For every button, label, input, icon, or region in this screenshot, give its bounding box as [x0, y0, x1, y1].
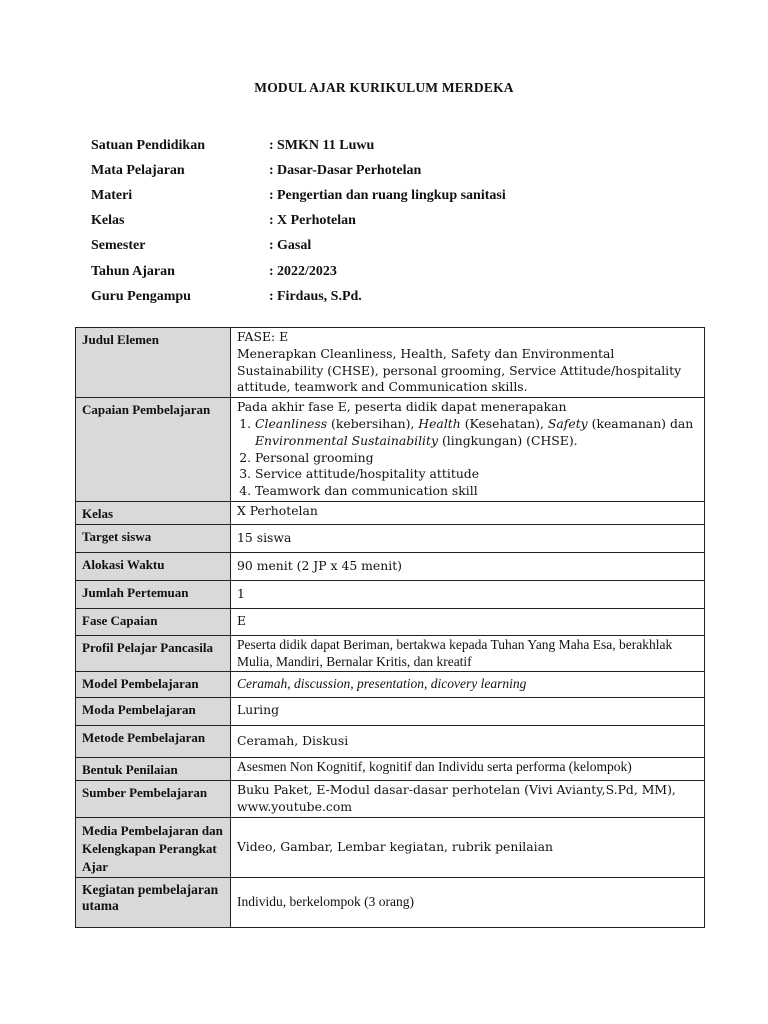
table-row: [76, 608, 705, 635]
info-label: Mata Pelajaran: [91, 162, 185, 178]
info-separator: :: [269, 288, 274, 304]
row-label: Sumber Pembelajaran: [76, 781, 231, 818]
row-label: Kegiatan pembelajaran utama: [76, 877, 231, 927]
table-row: [76, 501, 705, 524]
info-label: Kelas: [91, 213, 125, 229]
element-description: Menerapkan Cleanliness, Health, Safety dan Environmental Sustainability (CHSE), personal grooming, Service Attitude/hospitality attitude, teamwork and Communication skills.: [237, 345, 682, 395]
module-table: [75, 327, 705, 928]
row-value: X Perhotelan: [231, 501, 705, 524]
table-row: [76, 524, 705, 552]
row-label: Fase Capaian: [76, 608, 231, 635]
plain-text: (lingkungan) (CHSE).: [438, 432, 578, 448]
info-separator: :: [269, 238, 274, 254]
row-label: Alokasi Waktu: [76, 552, 231, 580]
info-separator: :: [269, 137, 274, 153]
info-row-satuan: [91, 133, 691, 158]
row-value: 90 menit (2 JP x 45 menit): [231, 552, 705, 580]
list-item: [255, 416, 699, 450]
row-label: Target siswa: [76, 524, 231, 552]
table-row: [76, 817, 705, 877]
table-row: [76, 328, 705, 398]
fase-line: FASE: E: [237, 329, 289, 344]
row-label: Profil Pelajar Pancasila: [76, 635, 231, 672]
row-value: Ceramah, discussion, presentation, dicovery learning: [231, 672, 705, 698]
info-value: Gasal: [277, 238, 312, 254]
row-label: Jumlah Pertemuan: [76, 580, 231, 608]
info-row-mapel: [91, 158, 691, 183]
table-row: [76, 781, 705, 818]
info-label: Semester: [91, 238, 146, 254]
table-row: [76, 398, 705, 502]
table-row: [76, 698, 705, 726]
row-label: Moda Pembelajaran: [76, 698, 231, 726]
table-row: [76, 552, 705, 580]
table-row: [76, 635, 705, 672]
row-value: Video, Gambar, Lembar kegiatan, rubrik penilaian: [231, 817, 705, 877]
row-value: 1: [231, 580, 705, 608]
term-text: Cleanliness: [255, 415, 328, 431]
row-value: 15 siswa: [231, 524, 705, 552]
row-label: Bentuk Penilaian: [76, 758, 231, 781]
document-title: MODUL AJAR KURIKULUM MERDEKA: [254, 80, 514, 95]
row-value: [231, 328, 705, 398]
info-value: X Perhotelan: [277, 213, 356, 229]
table-row: [76, 580, 705, 608]
info-label: Satuan Pendidikan: [91, 137, 205, 153]
info-row-kelas: [91, 209, 691, 234]
table-row: [76, 726, 705, 758]
term-text: Health: [418, 415, 461, 431]
term-text: Environmental Sustainability: [255, 432, 439, 448]
capaian-intro: Pada akhir fase E, peserta didik dapat menerapakan: [237, 399, 567, 415]
info-value: Dasar-Dasar Perhotelan: [277, 162, 422, 178]
info-separator: :: [269, 187, 274, 203]
info-separator: :: [269, 263, 274, 279]
info-value: Pengertian dan ruang lingkup sanitasi: [277, 187, 506, 203]
row-value: Buku Paket, E-Modul dasar-dasar perhotelan (Vivi Avianty,S.Pd, MM), www.youtube.com: [231, 781, 705, 818]
row-value: Peserta didik dapat Beriman, bertakwa kepada Tuhan Yang Maha Esa, berakhlak Mulia, Mandiri, Bernalar Kritis, dan kreatif: [231, 635, 705, 672]
info-value: SMKN 11 Luwu: [277, 137, 375, 153]
row-label: Media Pembelajaran dan Kelengkapan Perangkat Ajar: [76, 817, 231, 877]
plain-text: (keamanan) dan: [587, 415, 694, 431]
row-label: Kelas: [76, 501, 231, 524]
info-row-tahun: [91, 259, 691, 284]
info-row-semester: [91, 234, 691, 259]
info-separator: :: [269, 213, 274, 229]
term-text: Safety: [547, 415, 588, 431]
table-row: [76, 672, 705, 698]
capaian-list: [237, 416, 699, 500]
row-label: Capaian Pembelajaran: [76, 398, 231, 502]
list-item: 3. Service attitude/hospitality attitude: [255, 466, 699, 483]
row-value: Luring: [231, 698, 705, 726]
table-row: [76, 758, 705, 781]
row-label: Metode Pembelajaran: [76, 726, 231, 758]
row-label: Model Pembelajaran: [76, 672, 231, 698]
info-value: Firdaus, S.Pd.: [277, 288, 362, 304]
identity-block: [91, 133, 691, 309]
info-row-materi: [91, 183, 691, 208]
list-item: 2. Personal grooming: [255, 450, 699, 467]
info-value: 2022/2023: [277, 263, 337, 279]
info-row-guru: [91, 284, 691, 309]
table-row: [76, 877, 705, 927]
row-value: [231, 398, 705, 502]
info-separator: :: [269, 162, 274, 178]
row-value: E: [231, 608, 705, 635]
plain-text: (Kesehatan),: [460, 415, 548, 431]
row-label: Judul Elemen: [76, 328, 231, 398]
row-value: Individu, berkelompok (3 orang): [231, 877, 705, 927]
row-value: Asesmen Non Kognitif, kognitif dan Individu serta performa (kelompok): [231, 758, 705, 781]
info-label: Tahun Ajaran: [91, 263, 175, 279]
row-value: Ceramah, Diskusi: [231, 726, 705, 758]
plain-text: (kebersihan),: [327, 415, 419, 431]
info-label: Guru Pengampu: [91, 288, 191, 304]
info-label: Materi: [91, 187, 133, 203]
list-item: 4. Teamwork dan communication skill: [255, 483, 699, 500]
